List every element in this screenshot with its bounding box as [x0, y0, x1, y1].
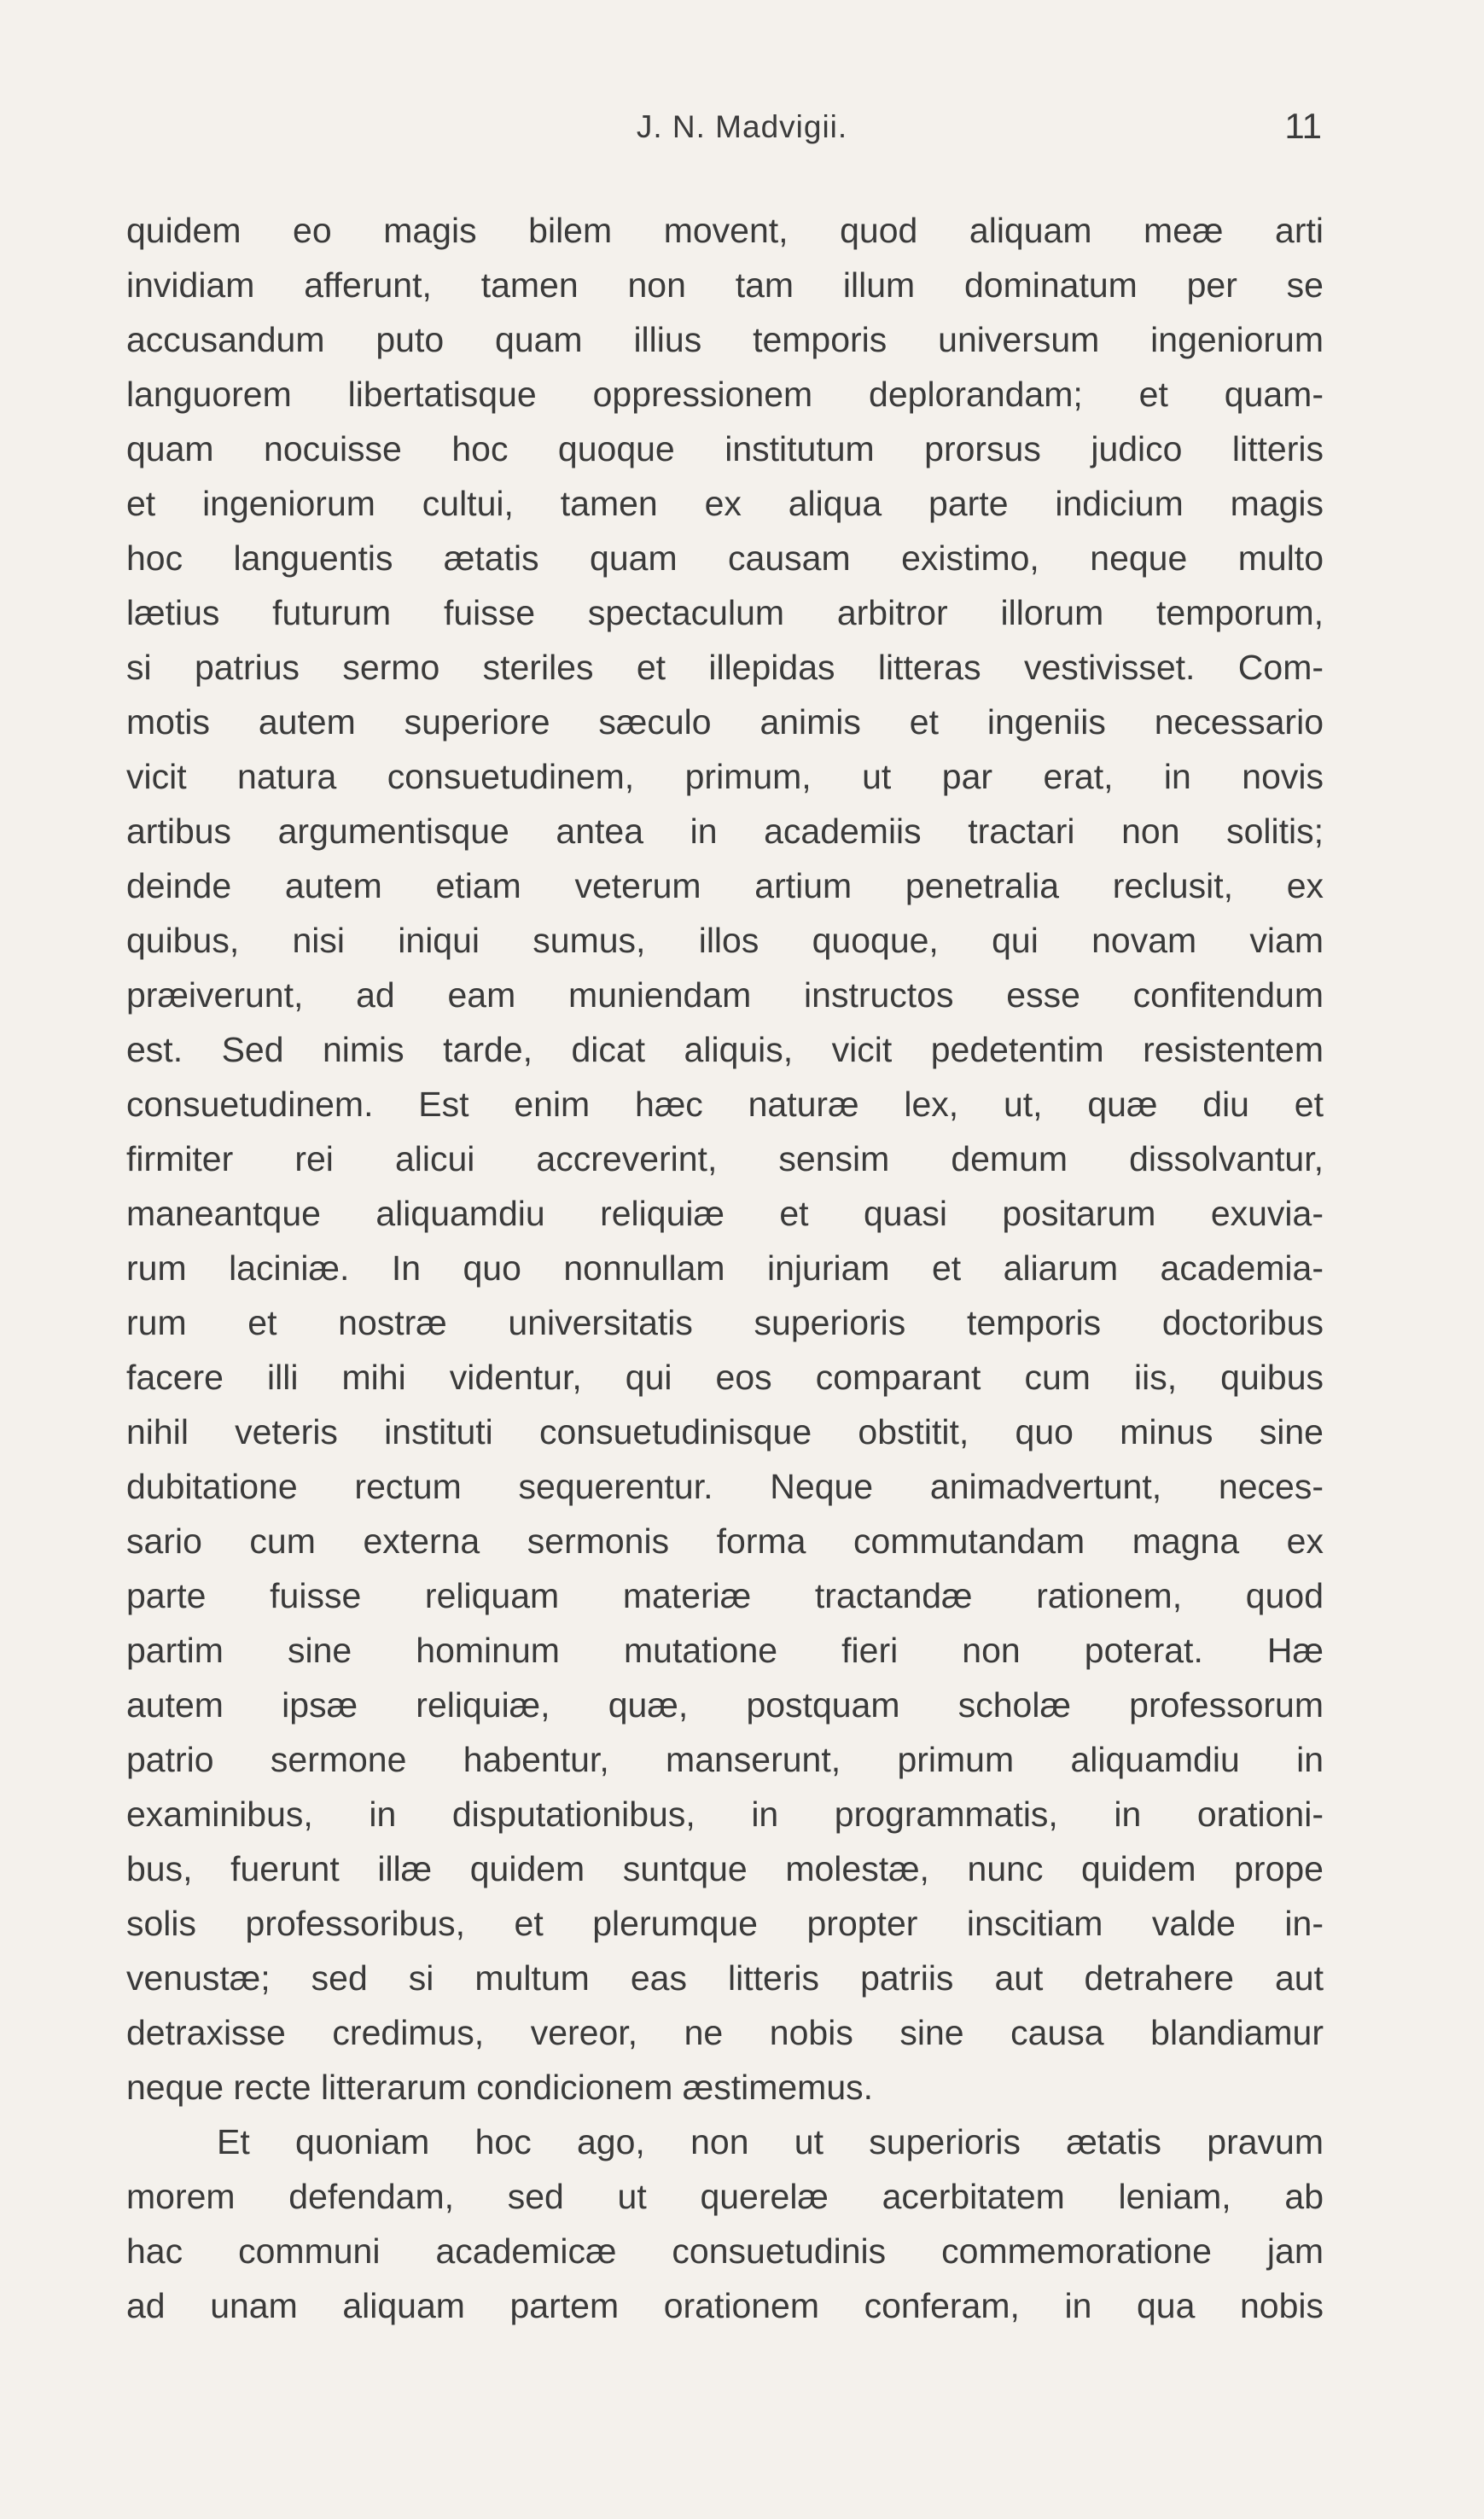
page-number: 11	[1284, 106, 1322, 146]
text-line: sario cum externa sermonis forma commutandam magna ex	[126, 1521, 1324, 1561]
text-line: deinde autem etiam veterum artium penetralia reclusit, ex	[126, 866, 1324, 905]
text-line: languorem libertatisque oppressionem deplorandam; et quam-	[126, 375, 1324, 414]
text-line: artibus argumentisque antea in academiis tractari non solitis;	[126, 812, 1324, 851]
text-line: bus, fuerunt illæ quidem suntque molestæ, nunc quidem prope	[126, 1849, 1324, 1888]
text-line: hac communi academicæ consuetudinis commemoratione jam	[126, 2231, 1324, 2271]
text-line: partim sine hominum mutatione fieri non poterat. Hæ	[126, 1631, 1324, 1670]
text-line: facere illi mihi videntur, qui eos comparant cum iis, quibus	[126, 1358, 1324, 1397]
text-line: motis autem superiore sæculo animis et ingeniis necessario	[126, 702, 1324, 742]
text-line: patrio sermone habentur, manserunt, primum aliquamdiu in	[126, 1740, 1324, 1779]
text-line: consuetudinem. Est enim hæc naturæ lex, ut, quæ diu et	[126, 1085, 1324, 1124]
text-line: autem ipsæ reliquiæ, quæ, postquam scholæ professorum	[126, 1685, 1324, 1725]
text-line: accusandum puto quam illius temporis universum ingeniorum	[126, 320, 1324, 359]
text-line: rum laciniæ. In quo nonnullam injuriam et aliarum academia-	[126, 1248, 1324, 1288]
text-line: detraxisse credimus, vereor, ne nobis sine causa blandiamur	[126, 2013, 1324, 2052]
text-line: examinibus, in disputationibus, in programmatis, in orationi-	[126, 1795, 1324, 1834]
text-line: invidiam afferunt, tamen non tam illum dominatum per se	[126, 265, 1324, 305]
text-line: et ingeniorum cultui, tamen ex aliqua parte indicium magis	[126, 484, 1324, 523]
text-line: solis professoribus, et plerumque propter inscitiam valde in-	[126, 1904, 1324, 1943]
text-line: lætius futurum fuisse spectaculum arbitror illorum temporum,	[126, 593, 1324, 632]
text-line: morem defendam, sed ut querelæ acerbitatem leniam, ab	[126, 2177, 1324, 2216]
text-line: firmiter rei alicui accreverint, sensim demum dissolvantur,	[126, 1139, 1324, 1178]
text-line: maneantque aliquamdiu reliquiæ et quasi positarum exuvia-	[126, 1194, 1324, 1233]
running-title: J. N. Madvigii.	[636, 109, 848, 144]
text-line: dubitatione rectum sequerentur. Neque animadvertunt, neces-	[126, 1467, 1324, 1506]
text-line: parte fuisse reliquam materiæ tractandæ rationem, quod	[126, 1576, 1324, 1615]
text-line: est. Sed nimis tarde, dicat aliquis, vicit pedetentim resistentem	[126, 1030, 1324, 1069]
text-line: si patrius sermo steriles et illepidas litteras vestivisset. Com-	[126, 648, 1324, 687]
text-line: præiverunt, ad eam muniendam instructos esse confitendum	[126, 975, 1324, 1015]
paragraph-end-line: neque recte litterarum condicionem æstimemus.	[126, 2068, 874, 2107]
text-line: ad unam aliquam partem orationem conferam, in qua nobis	[126, 2286, 1324, 2325]
text-line: venustæ; sed si multum eas litteris patriis aut detrahere aut	[126, 1958, 1324, 1998]
text-line: nihil veteris instituti consuetudinisque obstitit, quo minus sine	[126, 1412, 1324, 1451]
paragraph-start-line: Et quoniam hoc ago, non ut superioris ætatis pravum	[217, 2122, 1324, 2161]
text-line: quam nocuisse hoc quoque institutum prorsus judico litteris	[126, 429, 1324, 468]
text-line: vicit natura consuetudinem, primum, ut par erat, in novis	[126, 757, 1324, 796]
text-line: rum et nostræ universitatis superioris temporis doctoribus	[126, 1303, 1324, 1342]
text-line: hoc languentis ætatis quam causam existimo, neque multo	[126, 538, 1324, 578]
text-line: quibus, nisi iniqui sumus, illos quoque, qui novam viam	[126, 921, 1324, 960]
body-text	[126, 203, 1324, 2333]
text-line: quidem eo magis bilem movent, quod aliquam meæ arti	[126, 211, 1324, 250]
